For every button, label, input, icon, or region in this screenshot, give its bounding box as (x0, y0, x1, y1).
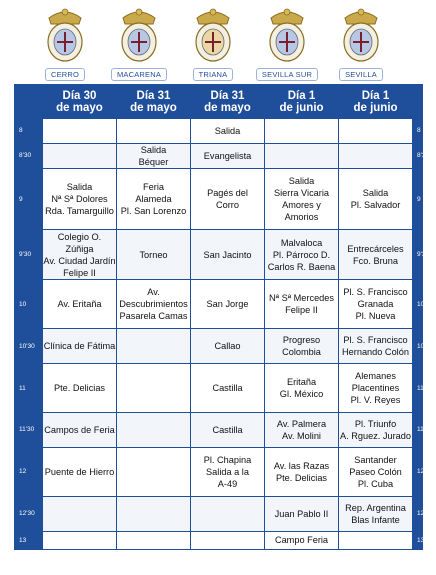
route-stop-text: Blas Infante (351, 514, 400, 525)
brotherhood-2 (176, 4, 250, 82)
route-stop-cell (339, 169, 413, 230)
brotherhood-crest-icon (187, 4, 239, 64)
schedule-body (15, 119, 433, 550)
route-stop-cell (117, 280, 191, 329)
route-stop-text: Sierra Vicaria (274, 188, 329, 199)
route-stop-cell (117, 496, 191, 531)
brotherhood-0 (28, 4, 102, 82)
brotherhood-crest-icon (39, 4, 91, 64)
schedule-row (15, 143, 423, 169)
route-stop-cell (265, 329, 339, 364)
time-label-right: 9'30 (413, 230, 423, 280)
route-stop-cell (191, 496, 265, 531)
route-stop-cell (339, 119, 413, 144)
brotherhood-name: TRIANA (193, 68, 234, 81)
route-stop-cell (339, 447, 413, 496)
header-row (15, 85, 423, 119)
route-stop-cell (191, 143, 265, 169)
day-header (117, 85, 191, 119)
schedule-row (15, 413, 423, 448)
route-stop-cell (339, 280, 413, 329)
route-stop-text: Colegio O. Zúñiga (57, 231, 102, 254)
time-label: 9 (15, 169, 43, 230)
route-stop-text: Campo Feria (274, 535, 329, 546)
route-stop-cell (43, 447, 117, 496)
schedule-row (15, 280, 423, 329)
route-stop-text: Torneo (139, 249, 168, 260)
route-stop-text: Salida (66, 182, 93, 193)
schedule-row (15, 496, 423, 531)
route-stop-text: Castilla (212, 383, 243, 394)
route-stop-text: Clínica de Fátima (43, 341, 116, 352)
route-stop-cell (117, 531, 191, 549)
route-stop-cell (191, 413, 265, 448)
route-stop-text: Av. Molini (282, 430, 321, 441)
time-label-right: 9 (413, 169, 423, 230)
brotherhood-emblems (28, 4, 400, 82)
route-stop-text: Felipe II (285, 305, 318, 316)
day-header (43, 85, 117, 119)
route-stop-cell (265, 496, 339, 531)
route-stop-text: Salida (288, 176, 315, 187)
route-stop-text: A-49 (217, 478, 238, 489)
route-stop-cell (43, 119, 117, 144)
day-header-month: de mayo (56, 101, 103, 114)
time-label-right: 10'30 (413, 329, 423, 364)
brotherhood-name: CERRO (45, 68, 85, 81)
route-stop-text: Pl. Chapina (203, 454, 252, 465)
time-label-right: 13 (413, 531, 423, 549)
route-stop-cell (43, 329, 117, 364)
route-stop-text: Juan Pablo II (274, 508, 329, 519)
time-label: 10 (15, 280, 43, 329)
route-stop-cell (191, 329, 265, 364)
time-label-right: 12 (413, 447, 423, 496)
brotherhood-4 (324, 4, 398, 82)
route-stop-text: Rda. Tamarguillo (45, 206, 114, 217)
time-label-right: 10 (413, 280, 423, 329)
route-stop-text: Callao (214, 341, 241, 352)
route-stop-cell (265, 143, 339, 169)
route-stop-text: Amorios (284, 212, 319, 223)
route-stop-text: Béquer (138, 156, 169, 167)
route-stop-cell (339, 230, 413, 280)
day-header-date: Día 30 (62, 89, 97, 102)
route-stop-cell (43, 230, 117, 280)
day-header (339, 85, 413, 119)
route-stop-text: A. Rguez. Jurado (340, 430, 411, 441)
route-stop-text: Salida (362, 188, 389, 199)
route-stop-cell (43, 496, 117, 531)
route-stop-cell (43, 280, 117, 329)
route-stop-text: Evangelista (203, 150, 252, 161)
route-stop-cell (43, 143, 117, 169)
schedule-row (15, 169, 423, 230)
route-stop-cell (191, 364, 265, 413)
route-stop-text: Fco. Bruna (353, 255, 398, 266)
route-stop-cell (43, 169, 117, 230)
route-stop-cell (339, 496, 413, 531)
route-stop-text: Av. Eritaña (57, 299, 102, 310)
day-header (191, 85, 265, 119)
route-stop-cell (191, 169, 265, 230)
brotherhood-crest-icon (113, 4, 165, 64)
route-stop-text: Salida (140, 144, 167, 155)
route-stop-text: Av. Ciudad Jardín (43, 255, 116, 266)
route-stop-cell (43, 413, 117, 448)
time-label: 9'30 (15, 230, 43, 280)
route-stop-text: Salida a la (206, 466, 249, 477)
route-stop-cell (191, 230, 265, 280)
route-stop-text: Pte. Delicias (275, 472, 328, 483)
route-stop-cell (117, 447, 191, 496)
route-stop-text: Pl. S. Francisco (343, 287, 408, 298)
day-header-month: de mayo (130, 101, 177, 114)
route-stop-text: Feria (143, 182, 164, 193)
route-stop-cell (191, 280, 265, 329)
time-label-right: 11 (413, 364, 423, 413)
route-stop-text: Corro (216, 200, 239, 211)
route-stop-text: Gl. México (279, 389, 324, 400)
day-header-date: Día 31 (136, 89, 171, 102)
route-stop-cell (339, 143, 413, 169)
route-stop-text: Pte. Delicias (53, 383, 106, 394)
route-stop-text: Salida (214, 125, 241, 136)
day-header (265, 85, 339, 119)
schedule-row (15, 447, 423, 496)
schedule-row (15, 230, 423, 280)
brotherhood-name: SEVILLA SUR (256, 68, 318, 81)
route-stop-text: Rep. Argentina (345, 502, 406, 513)
route-stop-text: Campos de Feria (44, 424, 115, 435)
route-stop-text: Pl. Nueva (355, 311, 396, 322)
route-stop-text: Pl. Cuba (357, 478, 394, 489)
brotherhood-3 (250, 4, 324, 82)
brotherhood-crest-icon (261, 4, 313, 64)
route-stop-cell (117, 143, 191, 169)
route-stop-cell (265, 230, 339, 280)
route-stop-text: Colombia (282, 347, 321, 358)
brotherhood-name: MACARENA (111, 68, 167, 81)
route-stop-cell (117, 329, 191, 364)
route-stop-cell (265, 119, 339, 144)
route-stop-cell (117, 230, 191, 280)
route-stop-cell (339, 531, 413, 549)
brotherhood-1 (102, 4, 176, 82)
schedule-row (15, 329, 423, 364)
route-stop-text: Amores y (282, 200, 321, 211)
route-stop-text: Hernando Colón (342, 347, 409, 358)
brotherhood-name: SEVILLA (339, 68, 383, 81)
route-stop-cell (265, 413, 339, 448)
route-stop-cell (339, 364, 413, 413)
route-stop-text: Pl. Párroco D. (272, 249, 331, 260)
route-stop-text: Entrecárceles (347, 243, 404, 254)
route-stop-text: Granada (357, 299, 394, 310)
route-stop-cell (265, 169, 339, 230)
route-stop-text: Pl. S. Francisco (343, 335, 408, 346)
route-stop-text: Pasarela Camas (119, 311, 188, 322)
route-stop-cell (117, 119, 191, 144)
route-stop-text: Progreso (282, 335, 321, 346)
time-label: 13 (15, 531, 43, 549)
day-header-date: Día 1 (361, 89, 390, 102)
route-stop-text: Malvaloca (280, 237, 323, 248)
route-stop-cell (265, 531, 339, 549)
route-stop-cell (339, 413, 413, 448)
route-stop-text: Placentines (351, 383, 400, 394)
schedule-row (15, 364, 423, 413)
route-stop-text: Pl. V. Reyes (350, 395, 401, 406)
schedule-row (15, 119, 423, 144)
corner-cell (15, 85, 43, 119)
time-label: 8'30 (15, 143, 43, 169)
day-header-month: de mayo (204, 101, 251, 114)
route-stop-cell (265, 364, 339, 413)
route-stop-cell (117, 413, 191, 448)
time-label-right: 11'30 (413, 413, 423, 448)
time-label: 11 (15, 364, 43, 413)
day-header-month: de junio (279, 101, 324, 114)
time-label: 12'30 (15, 496, 43, 531)
route-stop-cell (339, 329, 413, 364)
route-stop-text: Eritaña (286, 377, 317, 388)
route-stop-cell (191, 119, 265, 144)
schedule-row (15, 531, 423, 549)
corner-cell-right (413, 85, 423, 119)
route-stop-text: Pagés del (207, 188, 248, 199)
time-label-right: 8 (413, 119, 423, 144)
route-stop-text: San Jacinto (203, 249, 252, 260)
time-label: 12 (15, 447, 43, 496)
route-stop-text: San Jorge (206, 299, 249, 310)
route-stop-cell (117, 364, 191, 413)
route-stop-text: Av. las Razas (273, 460, 330, 471)
route-stop-text: Santander (354, 454, 397, 465)
route-stop-cell (43, 531, 117, 549)
time-label-right: 8'30 (413, 143, 423, 169)
route-stop-cell (43, 364, 117, 413)
route-stop-text: Descubrimientos (119, 299, 188, 310)
route-stop-text: Alameda (135, 194, 172, 205)
route-stop-cell (265, 447, 339, 496)
time-label-right: 12'30 (413, 496, 423, 531)
day-header-month: de junio (353, 101, 398, 114)
route-stop-text: Puente de Hierro (44, 466, 115, 477)
route-stop-text: Nª Sª Mercedes (268, 293, 334, 304)
route-stop-text: Av. Palmera (276, 418, 327, 429)
route-stop-text: Carlos R. Baena (267, 261, 336, 272)
route-stop-cell (265, 280, 339, 329)
route-stop-text: Pl. Salvador (350, 200, 401, 211)
day-header-date: Día 1 (287, 89, 316, 102)
time-label: 8 (15, 119, 43, 144)
route-stop-text: Nª Sª Dolores (51, 194, 108, 205)
brotherhood-crest-icon (335, 4, 387, 64)
route-stop-cell (191, 531, 265, 549)
route-stop-cell (191, 447, 265, 496)
route-stop-cell (117, 169, 191, 230)
route-stop-text: Alemanes (355, 371, 396, 382)
procession-schedule-table (14, 84, 433, 550)
route-stop-text: Av. (147, 287, 160, 298)
route-stop-text: Castilla (212, 424, 243, 435)
route-stop-text: Pl. San Lorenzo (120, 206, 187, 217)
time-label: 10'30 (15, 329, 43, 364)
route-stop-text: Paseo Colón (349, 466, 402, 477)
route-stop-text: Pl. Triunfo (354, 418, 397, 429)
route-stop-text: Felipe II (63, 267, 96, 278)
time-label: 11'30 (15, 413, 43, 448)
day-header-date: Día 31 (210, 89, 245, 102)
